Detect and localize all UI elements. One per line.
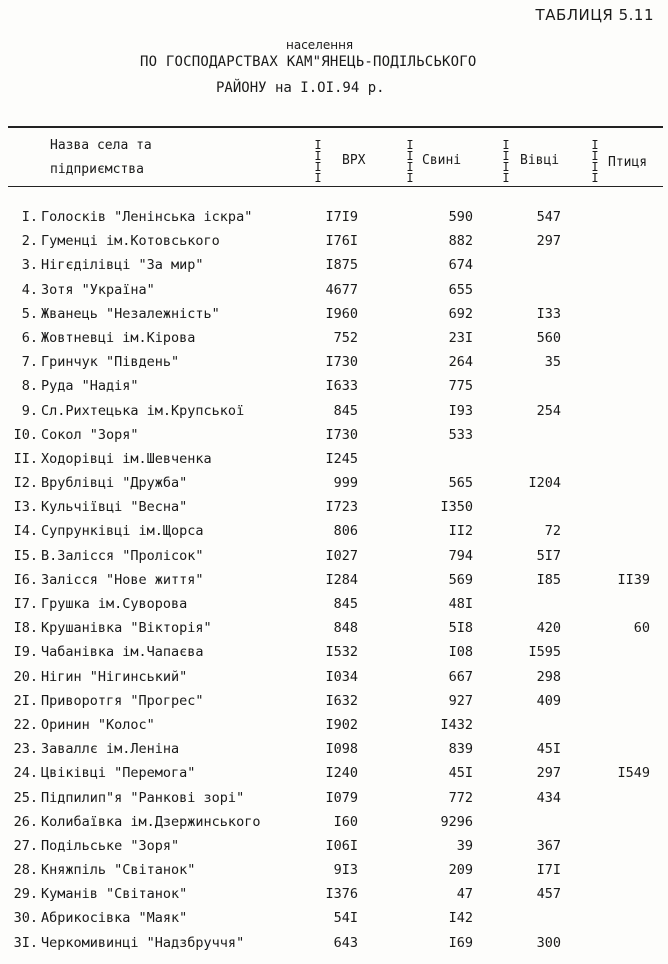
cell-vivtsi: 254: [536, 402, 561, 419]
table-label: ТАБЛИЦЯ 5.11: [535, 6, 654, 24]
farm-name: Залісся "Нове життя": [41, 571, 204, 588]
farm-name: Гуменці ім.Котовського: [41, 233, 220, 250]
farm-name: Крушанівка "Вікторія": [41, 620, 212, 637]
row-number: 3І.: [13, 934, 38, 951]
farm-name: Приворотгя "Прогрес": [41, 692, 204, 709]
cell-vivtsi: 72: [544, 523, 561, 540]
cell-svyni: 692: [448, 305, 473, 322]
cell-vivtsi: 420: [536, 620, 561, 637]
cell-vrkh: 4677: [325, 281, 358, 298]
farm-name: Врублівці "Дружба": [41, 475, 188, 492]
cell-svyni: 839: [448, 741, 473, 758]
cell-vivtsi: І33: [536, 305, 561, 322]
table-row: [0, 765, 668, 789]
column-separator: I I I I: [406, 138, 414, 185]
table-row: [0, 330, 668, 354]
row-number: І4.: [13, 523, 38, 540]
row-number: 7.: [21, 354, 38, 371]
cell-vivtsi: І85: [536, 571, 561, 588]
row-number: 26.: [13, 813, 38, 830]
farm-name: Руда "Надія": [41, 378, 139, 395]
cell-vrkh: І960: [325, 305, 358, 322]
cell-vrkh: 806: [333, 523, 358, 540]
cell-ptytsia: ІІ39: [617, 571, 650, 588]
table-row: [0, 596, 668, 620]
cell-vivtsi: І7І: [536, 862, 561, 879]
table-row: [0, 378, 668, 402]
cell-svyni: 47: [456, 886, 473, 903]
farm-name: Кульчіївці "Весна": [41, 499, 188, 516]
header-top-rule: [8, 126, 663, 128]
row-number: ІІ.: [13, 450, 38, 467]
cell-vivtsi: 297: [536, 233, 561, 250]
cell-svyni: 667: [448, 668, 473, 685]
table-row: [0, 862, 668, 886]
header-vrkh: ВРХ: [342, 153, 366, 168]
table-row: [0, 523, 668, 547]
cell-svyni: І432: [440, 716, 473, 733]
cell-svyni: 882: [448, 233, 473, 250]
cell-vrkh: 643: [333, 934, 358, 951]
cell-vrkh: І7І9: [325, 209, 358, 225]
row-number: 3.: [21, 257, 38, 274]
cell-svyni: 655: [448, 281, 473, 298]
table-row: [0, 669, 668, 693]
row-number: І3.: [13, 499, 38, 516]
cell-svyni: 794: [448, 547, 473, 564]
farm-name: Жовтневці ім.Кірова: [41, 329, 196, 346]
farm-name: Заваллє ім.Леніна: [41, 741, 180, 758]
cell-svyni: І69: [448, 934, 473, 951]
row-number: 30.: [13, 910, 38, 927]
cell-vrkh: І532: [325, 644, 358, 661]
farm-name: Подільське "Зоря": [41, 837, 180, 854]
farm-name: Підпилип"я "Ранкові зорі": [41, 789, 245, 806]
row-number: І9.: [13, 644, 38, 661]
cell-vrkh: 999: [333, 475, 358, 492]
cell-vrkh: 845: [333, 402, 358, 419]
cell-vivtsi: 45І: [536, 741, 561, 758]
table-row: [0, 814, 668, 838]
row-number: 2.: [21, 233, 38, 250]
cell-vrkh: І240: [325, 765, 358, 782]
cell-vrkh: 9І3: [333, 862, 358, 879]
farm-name: Колибаївка ім.Дзержинського: [41, 813, 261, 830]
title-line-1: ПО ГОСПОДАРСТВАХ КАМ"ЯНЕЦЬ-ПОДІЛЬСЬКОГО: [140, 54, 477, 70]
row-number: І5.: [13, 547, 38, 564]
farm-name: Супрунківці ім.Щорса: [41, 523, 204, 540]
cell-svyni: 927: [448, 692, 473, 709]
farm-name: Зотя "Україна": [41, 281, 155, 298]
cell-vivtsi: 434: [536, 789, 561, 806]
farm-name: В.Залісся "Пролісок": [41, 547, 204, 564]
farm-name: Жванець "Незалежність": [41, 305, 220, 322]
row-number: 20.: [13, 668, 38, 685]
cell-vivtsi: 367: [536, 837, 561, 854]
table-row: [0, 717, 668, 741]
cell-vrkh: 752: [333, 329, 358, 346]
cell-svyni: І350: [440, 499, 473, 516]
cell-vrkh: І034: [325, 668, 358, 685]
cell-vivtsi: І595: [528, 644, 561, 661]
farm-name: Абрикосівка "Маяк": [41, 910, 188, 927]
cell-vivtsi: 35: [544, 354, 561, 371]
row-number: 22.: [13, 716, 38, 733]
cell-svyni: 48І: [448, 596, 473, 612]
row-number: 25.: [13, 789, 38, 806]
cell-vrkh: І245: [325, 450, 358, 467]
table-row: [0, 403, 668, 427]
cell-vrkh: І730: [325, 354, 358, 371]
table-row: [0, 475, 668, 499]
row-number: І6.: [13, 571, 38, 588]
table-row: [0, 282, 668, 306]
row-number: 5.: [21, 305, 38, 322]
table-row: [0, 306, 668, 330]
farm-name: Чабанівка ім.Чапаєва: [41, 644, 204, 661]
table-row: [0, 233, 668, 257]
row-number: І.: [21, 209, 38, 225]
farm-name: Черкомивинці "Надзбруччя": [41, 934, 245, 951]
row-number: 29.: [13, 886, 38, 903]
row-number: 27.: [13, 837, 38, 854]
cell-svyni: 264: [448, 354, 473, 371]
farm-name: Сокол "Зоря": [41, 426, 139, 443]
row-number: 24.: [13, 765, 38, 782]
row-number: І8.: [13, 620, 38, 637]
cell-vrkh: І76І: [325, 233, 358, 250]
cell-svyni: 569: [448, 571, 473, 588]
farm-name: Княжпіль "Світанок": [41, 862, 196, 879]
table-row: [0, 935, 668, 959]
row-number: І7.: [13, 596, 38, 612]
cell-svyni: 5І8: [448, 620, 473, 637]
header-name-line1: Назва села та: [50, 138, 152, 153]
table-row: [0, 499, 668, 523]
cell-svyni: І42: [448, 910, 473, 927]
table-row: [0, 741, 668, 765]
table-row: [0, 910, 668, 934]
cell-vivtsi: 5І7: [536, 547, 561, 564]
cell-vivtsi: 297: [536, 765, 561, 782]
table-row: [0, 572, 668, 596]
table-row: [0, 209, 668, 233]
cell-svyni: 775: [448, 378, 473, 395]
farm-name: Сл.Рихтецька ім.Крупської: [41, 402, 245, 419]
farm-name: Ходорівці ім.Шевченка: [41, 450, 212, 467]
cell-vivtsi: 547: [536, 209, 561, 225]
header-svyni: Свині: [422, 153, 462, 168]
farm-name: Куманів "Світанок": [41, 886, 188, 903]
cell-vrkh: І633: [325, 378, 358, 395]
table-row: [0, 790, 668, 814]
table-row: [0, 644, 668, 668]
cell-ptytsia: 60: [633, 620, 650, 637]
cell-svyni: І08: [448, 644, 473, 661]
cell-vrkh: І284: [325, 571, 358, 588]
cell-svyni: 565: [448, 475, 473, 492]
cell-vrkh: І027: [325, 547, 358, 564]
row-number: 9.: [21, 402, 38, 419]
row-number: 8.: [21, 378, 38, 395]
cell-vivtsi: 298: [536, 668, 561, 685]
cell-svyni: ІІ2: [448, 523, 473, 540]
header-vivtsi: Вівці: [520, 153, 560, 168]
cell-svyni: 533: [448, 426, 473, 443]
column-separator: I I I I: [314, 138, 322, 185]
row-number: 6.: [21, 329, 38, 346]
row-number: І0.: [13, 426, 38, 443]
farm-name: Грушка ім.Суворова: [41, 596, 188, 612]
row-number: 28.: [13, 862, 38, 879]
cell-vivtsi: І204: [528, 475, 561, 492]
column-separator: I I I I: [502, 138, 510, 185]
cell-svyni: 209: [448, 862, 473, 879]
cell-vivtsi: 457: [536, 886, 561, 903]
cell-vrkh: І376: [325, 886, 358, 903]
cell-vrkh: І06І: [325, 837, 358, 854]
cell-svyni: 590: [448, 209, 473, 225]
column-separator: I I I I: [591, 138, 599, 185]
table-body: [0, 209, 668, 959]
row-number: 2І.: [13, 692, 38, 709]
cell-vivtsi: 409: [536, 692, 561, 709]
cell-vrkh: І632: [325, 692, 358, 709]
cell-vrkh: 848: [333, 620, 358, 637]
row-number: І2.: [13, 475, 38, 492]
table-row: [0, 693, 668, 717]
cell-vrkh: 845: [333, 596, 358, 612]
table-row: [0, 548, 668, 572]
cell-ptytsia: І549: [617, 765, 650, 782]
farm-name: Цвіківці "Перемога": [41, 765, 196, 782]
cell-svyni: 45І: [448, 765, 473, 782]
header-ptytsia: Птиця: [608, 155, 648, 170]
title-line-2: РАЙОНУ на І.ОІ.94 р.: [216, 80, 385, 96]
farm-name: Нігєділівці "За мир": [41, 257, 204, 274]
farm-name: Оринин "Колос": [41, 716, 155, 733]
table-row: [0, 886, 668, 910]
cell-svyni: 39: [456, 837, 473, 854]
farm-name: Гринчук "Південь": [41, 354, 180, 371]
farm-name: Голосків "Ленінська іскра": [41, 209, 253, 225]
cell-svyni: 674: [448, 257, 473, 274]
cell-vivtsi: 560: [536, 329, 561, 346]
cell-vrkh: І098: [325, 741, 358, 758]
cell-vrkh: 54І: [333, 910, 358, 927]
table-row: [0, 451, 668, 475]
cell-vrkh: І60: [333, 813, 358, 830]
cell-svyni: 9296: [440, 813, 473, 830]
row-number: 4.: [21, 281, 38, 298]
cell-vrkh: І875: [325, 257, 358, 274]
table-row: [0, 354, 668, 378]
table-row: [0, 427, 668, 451]
cell-svyni: 772: [448, 789, 473, 806]
header-bottom-rule: [8, 186, 663, 187]
cell-vrkh: І730: [325, 426, 358, 443]
table-row: [0, 257, 668, 281]
cell-vrkh: І079: [325, 789, 358, 806]
row-number: 23.: [13, 741, 38, 758]
table-row: [0, 620, 668, 644]
table-row: [0, 838, 668, 862]
cell-vrkh: І723: [325, 499, 358, 516]
farm-name: Нігин "Нігинський": [41, 668, 188, 685]
header-name-line2: підприємства: [50, 162, 144, 177]
cell-svyni: 23І: [448, 329, 473, 346]
cell-vivtsi: 300: [536, 934, 561, 951]
cell-vrkh: І902: [325, 716, 358, 733]
handwritten-word: населення: [286, 38, 354, 52]
cell-svyni: І93: [448, 402, 473, 419]
